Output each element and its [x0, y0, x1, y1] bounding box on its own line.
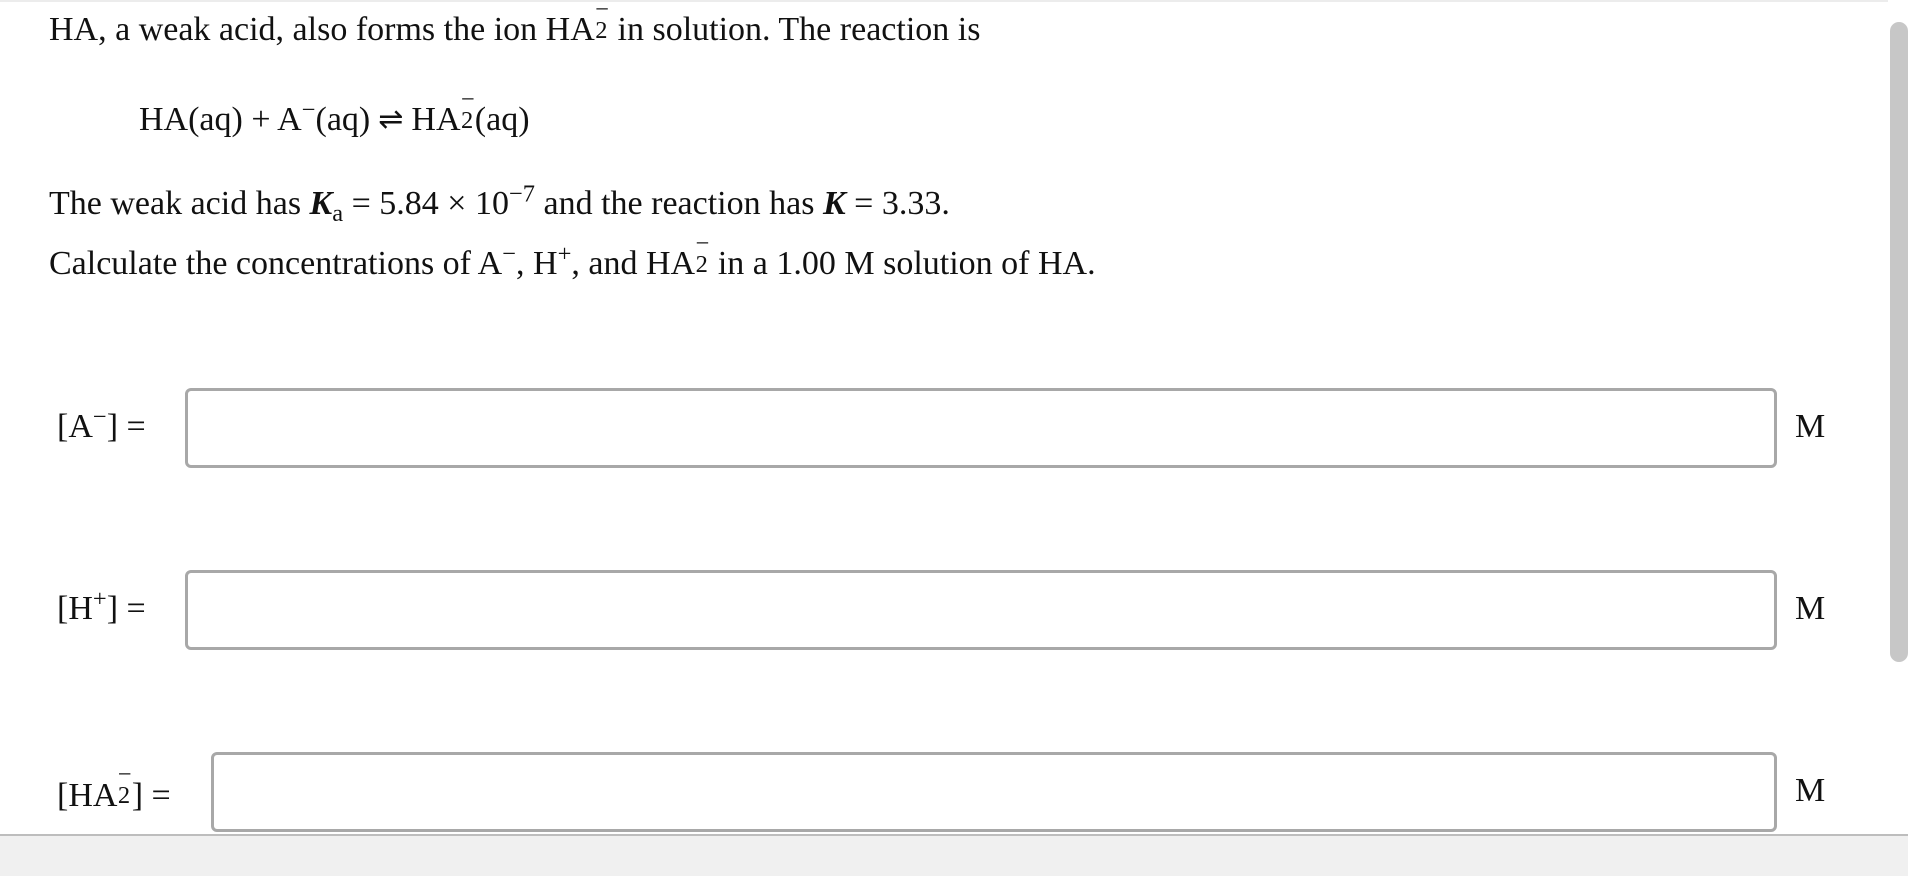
label-a-end: ] =: [106, 408, 146, 445]
h-plus-concentration-input[interactable]: [185, 570, 1777, 650]
ion-text-before: HA, a weak acid, also forms the ion HA: [49, 11, 595, 48]
k-text-before: and the reaction has: [535, 185, 823, 222]
label-h-main: [H: [57, 590, 93, 627]
label-ha2-supsub: [117, 760, 132, 810]
ion-charge: −: [595, 0, 610, 23]
answer-row-h-plus: [49, 570, 1869, 656]
reaction-left-charge: −: [301, 96, 316, 124]
answer-row-ha2-minus: [49, 752, 1869, 838]
ha2-minus-concentration-input[interactable]: [211, 752, 1777, 832]
calc-ha2-charge: −: [695, 229, 710, 257]
unit-h-plus: M: [1795, 590, 1826, 627]
label-h-end: ] =: [106, 590, 146, 627]
label-ha2-subscript: 2: [117, 782, 131, 810]
calc-text-ha2: , and HA: [571, 245, 696, 282]
ka-symbol: K: [309, 185, 333, 222]
k-symbol: K: [822, 185, 846, 222]
answer-row-a-minus: [49, 388, 1869, 474]
question-line-3: [49, 180, 950, 227]
question-line-1: [49, 0, 981, 51]
reaction-right-subscript: 2: [461, 107, 474, 135]
reaction-right-supsub: [461, 85, 475, 135]
question-line-4: [49, 229, 1096, 285]
label-ha2-main: [HA: [57, 777, 118, 814]
a-minus-concentration-input[interactable]: [185, 388, 1777, 468]
label-h-charge: +: [92, 585, 107, 613]
calc-ha2-supsub: [695, 229, 710, 279]
answer-label-ha2-minus: [57, 760, 171, 815]
ka-subscript: a: [332, 199, 344, 227]
answer-label-h-plus: [57, 585, 146, 628]
label-ha2-end: ] =: [131, 777, 171, 814]
ka-value: = 5.84 × 10: [343, 185, 509, 222]
calc-h-charge: +: [557, 240, 572, 268]
scrollbar-thumb[interactable]: [1890, 22, 1908, 662]
equilibrium-arrow-icon: ⇌: [378, 102, 404, 137]
ka-text-before: The weak acid has: [49, 185, 310, 222]
calc-text-h: , H: [516, 245, 558, 282]
reaction-left-tail: (aq): [315, 101, 371, 138]
calc-ha2-subscript: 2: [695, 251, 708, 279]
bottom-toolbar: [0, 834, 1908, 876]
unit-a-minus: M: [1795, 408, 1826, 445]
ion-supsub: [595, 0, 610, 45]
label-a-charge: −: [92, 403, 107, 431]
reaction-right-charge: −: [461, 85, 475, 113]
vertical-scrollbar[interactable]: [1888, 0, 1908, 836]
calc-a-charge: −: [502, 240, 516, 268]
top-border: [0, 0, 1908, 2]
reaction-right-tail: (aq): [474, 101, 530, 138]
reaction-left: HA(aq) + A: [139, 101, 302, 138]
k-value: = 3.33.: [845, 185, 950, 222]
unit-ha2-minus: M: [1795, 772, 1826, 809]
ion-text-after: in solution. The reaction is: [609, 11, 981, 48]
reaction-right: HA: [411, 101, 461, 138]
ka-exponent: −7: [508, 180, 536, 208]
ion-subscript: 2: [595, 17, 608, 45]
label-a-main: [A: [57, 408, 93, 445]
label-ha2-charge: −: [117, 760, 132, 788]
calc-text-before: Calculate the concentrations of A: [49, 245, 503, 282]
answer-label-a-minus: [57, 403, 146, 446]
calc-text-after: in a 1.00 M solution of HA.: [709, 245, 1096, 282]
reaction-equation: [139, 85, 530, 141]
